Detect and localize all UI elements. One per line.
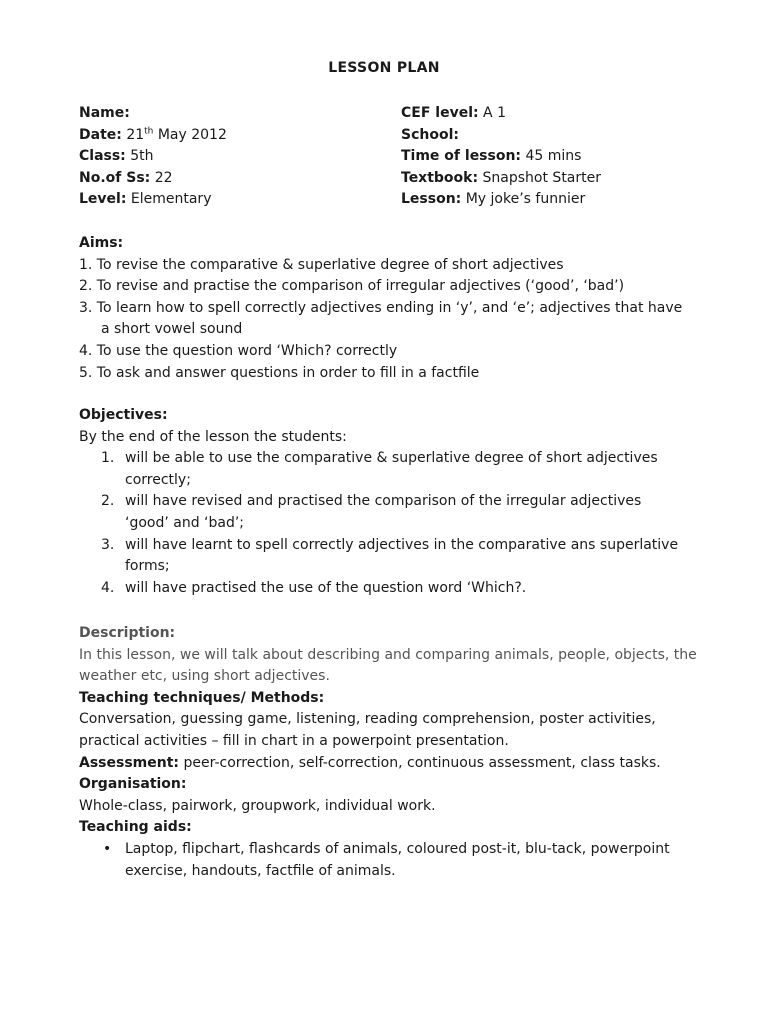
info-label: Time of lesson: — [401, 148, 522, 165]
list-number: 1. — [101, 450, 115, 467]
description-heading: Description: — [79, 625, 176, 641]
aim-item: 5. To ask and answer questions in order to fill in a factfile — [79, 364, 480, 381]
list-text: will have learnt to spell correctly adjectives in the comparative ans superlative forms; — [125, 536, 679, 575]
info-students-row — [79, 168, 227, 190]
info-value: 22 — [154, 169, 173, 186]
info-label: Date: — [79, 126, 122, 143]
aim-item: 4. To use the question word ‘Which? correctly — [79, 342, 398, 359]
info-left-column — [79, 103, 227, 211]
info-label: Class: — [79, 148, 126, 165]
info-label: Level: — [79, 191, 127, 208]
info-textbook-row — [401, 168, 601, 190]
objectives-intro: By the end of the lesson the students: — [79, 428, 347, 445]
list-text: will have practised the use of the question word ‘Which?. — [125, 579, 527, 596]
info-right-column — [401, 103, 601, 211]
list-item — [79, 535, 679, 578]
list-item — [79, 839, 679, 882]
assessment-label: Assessment: — [79, 754, 180, 771]
techniques-text: Conversation, guessing game, listening, reading comprehension, poster activities, practical activities – fill in chart in a powerpoint presentation. — [79, 711, 656, 749]
info-label: No.of Ss: — [79, 169, 151, 186]
info-value: 5th — [130, 148, 154, 165]
aids-list — [79, 839, 679, 882]
aims-section — [79, 233, 709, 384]
assessment-row — [79, 753, 699, 775]
list-text: Laptop, flipchart, flashcards of animals, coloured post-it, blu-tack, powerpoint exercise, handouts, factfile of animals. — [125, 840, 670, 879]
aids-heading: Teaching aids: — [79, 819, 192, 836]
list-item — [79, 578, 679, 600]
info-value: 45 mins — [525, 148, 582, 165]
techniques-heading: Teaching techniques/ Methods: — [79, 689, 325, 706]
objectives-heading: Objectives: — [79, 407, 168, 423]
organisation-heading: Organisation: — [79, 776, 187, 793]
info-label: Lesson: — [401, 191, 462, 208]
list-text: will have revised and practised the comparison of the irregular adjectives ‘good’ and ‘bad’; — [125, 493, 642, 531]
description-section — [79, 623, 699, 882]
objectives-section — [79, 405, 709, 599]
info-label: School: — [401, 126, 459, 143]
info-cef-row — [401, 103, 601, 125]
info-label: Name: — [79, 105, 130, 121]
bullet-icon: • — [103, 840, 112, 857]
description-text: In this lesson, we will talk about describing and comparing animals, people, objects, the weather etc, using short adjectives. — [79, 646, 697, 685]
info-time-row — [401, 146, 601, 168]
aim-item: 3. To learn how to spell correctly adjectives ending in ‘y’, and ‘e’; adjectives that have a short vowel sound — [79, 299, 683, 338]
info-value: Elementary — [130, 191, 212, 208]
info-label: Textbook: — [401, 169, 479, 186]
info-class-row — [79, 146, 227, 168]
organisation-text: Whole-class, pairwork, groupwork, individual work. — [79, 797, 436, 814]
list-number: 3. — [101, 536, 115, 553]
info-label: CEF level: — [401, 105, 479, 121]
list-item — [79, 448, 679, 491]
info-school-row — [401, 125, 601, 147]
info-lesson-row — [401, 189, 601, 211]
info-name-row — [79, 103, 227, 125]
aim-item: 1. To revise the comparative & superlative degree of short adjectives — [79, 256, 564, 273]
assessment-text: peer-correction, self-correction, continuous assessment, class tasks. — [179, 754, 661, 771]
info-value-after: May 2012 — [153, 126, 227, 143]
page-title: LESSON PLAN — [328, 60, 440, 76]
objectives-list — [79, 448, 679, 599]
list-number: 2. — [101, 493, 115, 510]
list-item — [79, 491, 679, 534]
info-level-row — [79, 189, 227, 211]
list-number: 4. — [101, 579, 115, 596]
info-date-row — [79, 125, 227, 147]
info-value: Snapshot Starter — [482, 169, 601, 186]
info-value: My joke’s funnier — [465, 191, 586, 208]
list-text: will be able to use the comparative & superlative degree of short adjectives correctly; — [125, 450, 658, 488]
info-value: 21 — [126, 126, 145, 143]
info-value: A 1 — [483, 105, 506, 121]
info-value-sup: th — [144, 125, 154, 136]
aims-heading: Aims: — [79, 235, 124, 251]
aim-item: 2. To revise and practise the comparison of irregular adjectives (‘good’, ‘bad’) — [79, 278, 625, 295]
